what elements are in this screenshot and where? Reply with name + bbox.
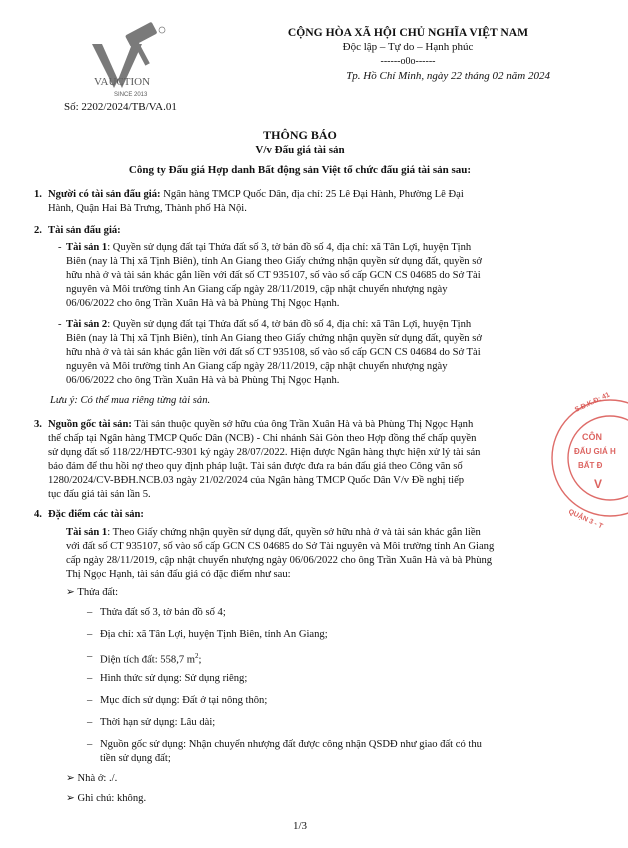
- text-line: bảo đảm để thu hồi nợ theo quy định pháp luật. Tài sản được đưa ra bán đấu giá theo Công văn số: [48, 461, 463, 472]
- svg-text:ĐẤU GIÁ H: ĐẤU GIÁ H: [574, 447, 616, 456]
- section-3: [34, 418, 558, 432]
- text-line: tiền sử dụng đất;: [100, 753, 171, 764]
- logo-brand: VAUCTION: [94, 76, 151, 88]
- section-number: 2.: [34, 225, 42, 236]
- text-line: hữu nhà ở và tài sản khác gắn liền với đất số CT 935108, số vào sổ cấp GCN CS 04684 do Sở Tài: [66, 347, 481, 358]
- text-line: Hành, Quận Hai Bà Trưng, Thành phố Hà Nội.: [48, 203, 247, 214]
- remark-item: ➢ Ghi chú: không.: [66, 793, 147, 804]
- note-text: Lưu ý: Có thể mua riêng từng tài sản.: [50, 395, 211, 406]
- text-line: 06/06/2022 cho ông Trần Xuân Hà và bà Phùng Thị Ngọc Hạnh.: [66, 298, 340, 309]
- text-line: thế chấp tại Ngân hàng TMCP Quốc Dân (NCB) - Chi nhánh Sài Gòn theo Hợp đồng thế chấp quyền: [48, 433, 477, 444]
- svg-text:QUẬN 3 - T: QUẬN 3 - T: [567, 508, 604, 531]
- logo-since: SINCE 2013: [114, 92, 148, 98]
- svg-text:CÔN: CÔN: [582, 432, 602, 442]
- national-motto: Độc lập – Tự do – Hạnh phúc: [342, 41, 474, 53]
- section-label: Nguồn gốc tài sản:: [48, 419, 132, 430]
- text-line: với đất số CT 935107, số vào sổ cấp GCN CS 04685 do Sở Tài nguyên và Môi trường tỉnh An Giang: [66, 541, 495, 552]
- section-4: [34, 508, 558, 522]
- text-line: Tài sản thuộc quyền sở hữu của ông Trần Xuân Hà và bà Phùng Thị Ngọc Hạnh: [131, 419, 474, 430]
- document-title: THÔNG BÁO: [263, 128, 337, 142]
- national-title: CỘNG HÒA XÃ HỘI CHỦ NGHĨA VIỆT NAM: [287, 26, 529, 39]
- asset-label: Tài sản 1: [66, 242, 108, 253]
- section-number: 1.: [34, 189, 42, 200]
- list-item: – Diện tích đất: 558,7 $m^2$;: [87, 651, 202, 666]
- text-line: Thị Ngọc Hạnh, tài sản đấu giá có đặc điểm như sau:: [66, 569, 291, 580]
- arrow-icon: ➢: [66, 773, 78, 784]
- document-subtitle: V/v Đấu giá tài sản: [255, 144, 345, 156]
- list-item: – Hình thức sử dụng: Sử dụng riêng;: [87, 673, 248, 684]
- company-line: Công ty Đấu giá Hợp danh Bất động sản Việt tổ chức đấu giá tài sản sau:: [128, 164, 472, 176]
- section-number: 4.: [34, 509, 42, 520]
- text-line: nguyên và Môi trường tỉnh An Giang cấp ngày 28/11/2019, cập nhật chuyển nhượng ngày: [66, 361, 448, 372]
- section-label: Người có tài sản đấu giá:: [48, 189, 161, 200]
- document-number: Số: 2202/2024/TB/VA.01: [64, 101, 177, 113]
- section-label: Đặc điểm các tài sản:: [48, 509, 144, 520]
- asset-1: - Tài sản 1: Quyền sử dụng đất tại Thửa đất số 3, tờ bản đồ số 4, địa chỉ: xã Tân Lợi, huyện Tịnh: [58, 242, 472, 253]
- text-line: Biên (nay là Thị xã Tịnh Biên), tỉnh An Giang theo Giấy chứng nhận quyền sử dụng đất, quyền sở: [66, 333, 482, 344]
- arrow-icon: ➢: [66, 793, 78, 804]
- arrow-icon: ➢: [66, 587, 78, 598]
- list-item: – Thời hạn sử dụng: Lâu dài;: [87, 717, 216, 728]
- house-item: ➢ Nhà ở: ./.: [66, 773, 118, 784]
- page-number: 1/3: [292, 820, 308, 832]
- text-line: nguyên và Môi trường tỉnh An Giang cấp ngày 28/11/2019, cập nhật chuyển nhượng ngày: [66, 284, 448, 295]
- section-1: [34, 188, 558, 202]
- asset-label: Tài sản 2: [66, 319, 108, 330]
- text-line: Ngân hàng TMCP Quốc Dân, địa chỉ: 25 Lê Đại Hành, Phường Lê Đại: [160, 189, 464, 200]
- svg-text:V: V: [594, 477, 603, 491]
- company-logo: [88, 22, 184, 102]
- land-heading: ➢ Thửa đất:: [66, 587, 119, 598]
- text-line: hữu nhà ở và tài sản khác gắn liền với đất số CT 935107, số vào sổ cấp GCN CS 04685 do Sở Tài: [66, 270, 481, 281]
- text-line: 06/06/2022 cho ông Trần Xuân Hà và bà Phùng Thị Ngọc Hạnh.: [66, 375, 340, 386]
- text-line: : Quyền sử dụng đất tại Thửa đất số 3, tờ bản đồ số 4, địa chỉ: xã Tân Lợi, huyện Tịnh: [107, 242, 472, 253]
- section-label: Tài sản đấu giá:: [48, 225, 121, 236]
- document-date: Tp. Hồ Chí Minh, ngày 22 tháng 02 năm 2024: [346, 70, 550, 82]
- asset-1-detail: [66, 526, 558, 540]
- text-line: sử dụng đất số 118/22/HĐTC-9301 ký ngày 28/07/2022. Hiện được Ngân hàng thực hiện xử lý tài sản: [48, 447, 481, 458]
- asset-label: Tài sản 1: [66, 527, 108, 538]
- list-item: – Mục đích sử dụng: Đất ở tại nông thôn;: [87, 695, 268, 706]
- list-item: – Thửa đất số 3, tờ bản đồ số 4;: [87, 607, 226, 618]
- company-stamp: [548, 378, 628, 538]
- text-line: : Quyền sử dụng đất tại Thửa đất số 4, tờ bản đồ số 4, địa chỉ: xã Tân Lợi, huyện Tịnh: [107, 319, 472, 330]
- text-line: : Theo Giấy chứng nhận quyền sử dụng đất, quyền sở hữu nhà ở và tài sản khác gắn liền: [107, 527, 481, 538]
- section-2: [34, 224, 558, 238]
- text-line: Biên (nay là Thị xã Tịnh Biên), tỉnh An Giang theo Giấy chứng nhận quyền sử dụng đất, quyền sở: [66, 256, 482, 267]
- list-item: – Nguồn gốc sử dụng: Nhận chuyển nhượng đất được công nhận QSDĐ như giao đất có thu: [87, 739, 482, 750]
- text-line: tục đấu giá tài sản lần 5.: [48, 489, 151, 500]
- list-item: – Địa chỉ: xã Tân Lợi, huyện Tịnh Biên, tỉnh An Giang;: [87, 629, 328, 640]
- svg-text:S.Đ.K.Đ: 41: S.Đ.K.Đ: 41: [573, 391, 612, 414]
- asset-2: - Tài sản 2: Quyền sử dụng đất tại Thửa đất số 4, tờ bản đồ số 4, địa chỉ: xã Tân Lợi, huyện Tịnh: [58, 319, 472, 330]
- header-separator: ------o0o------: [380, 56, 436, 67]
- section-number: 3.: [34, 419, 42, 430]
- svg-text:BẤT Đ: BẤT Đ: [578, 461, 603, 470]
- text-line: cấp ngày 28/11/2019, cập nhật chuyển nhượng ngày 06/06/2022 cho ông Trần Xuân Hà và bà Phùng: [66, 555, 493, 566]
- text-line: 1280/2024/CV-BĐH.NCB.03 ngày 21/02/2024 của Ngân hàng TMCP Quốc Dân V/v Đề nghị tiếp: [48, 475, 465, 486]
